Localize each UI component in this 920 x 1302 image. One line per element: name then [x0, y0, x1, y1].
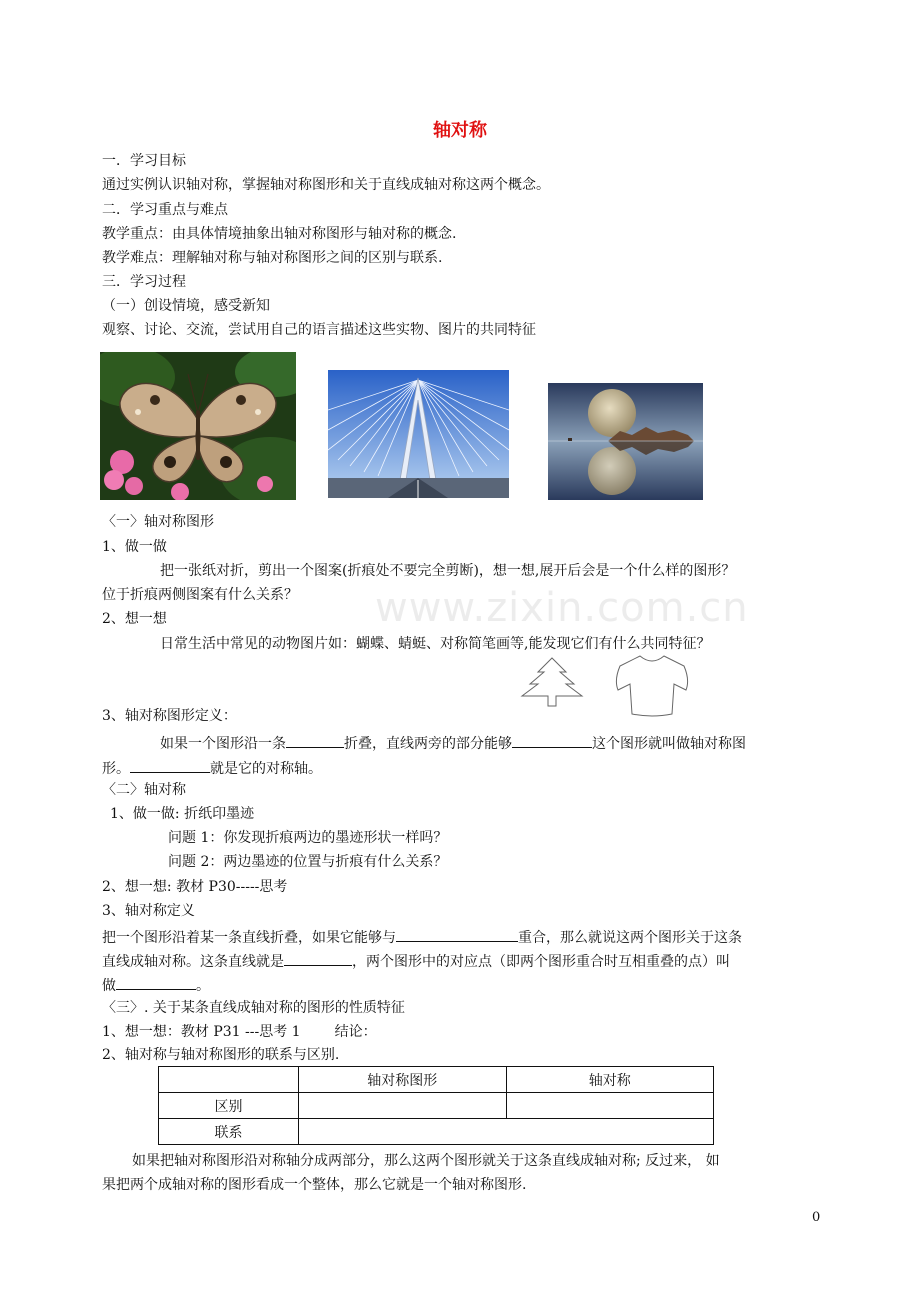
page-title: 轴对称 — [433, 120, 487, 141]
part2-def-line-2 — [102, 949, 730, 972]
part1-def-heading: 3、轴对称图形定义： — [102, 708, 237, 724]
part3-think-line — [102, 1022, 377, 1042]
table-row — [159, 1093, 714, 1119]
def-text-d: 形。 — [102, 761, 130, 777]
table-header-cell: 轴对称 — [506, 1067, 714, 1093]
intro-text: 观察、讨论、交流，尝试用自己的语言描述这些实物、图片的共同特征 — [102, 322, 536, 338]
teaching-key-point: 教学重点：由具体情境抽象出轴对称图形与轴对称的概念. — [102, 226, 457, 242]
table-header-cell — [159, 1067, 299, 1093]
part1-heading: 〈一〉轴对称图形 — [102, 514, 214, 530]
def-text-b: 折叠，直线两旁的部分能够 — [344, 736, 512, 752]
part2-think: 2、想一想: 教材 P30-----思考 — [102, 879, 288, 895]
section2-heading: 二．学习重点与难点 — [102, 202, 228, 218]
def2-text-b: 重合，那么就说这两个图形关于这条 — [518, 930, 742, 946]
moon-reflection-photo — [548, 383, 703, 500]
page-number: 0 — [812, 1210, 821, 1225]
part2-def-line-1 — [102, 925, 742, 948]
question-1: 问题 1：你发现折痕两边的墨迹形状一样吗？ — [168, 830, 448, 846]
part1-def-line-2 — [102, 756, 322, 779]
summary-line-2: 果把两个成轴对称的图形看成一个整体，那么它就是一个轴对称图形. — [102, 1177, 527, 1193]
part1-do-heading: 1、做一做 — [102, 539, 167, 555]
section1-text: 通过实例认识轴对称，掌握轴对称图形和关于直线成轴对称这两个概念。 — [102, 177, 550, 193]
part2-do-heading: 1、做一做: 折纸印墨迹 — [110, 806, 255, 822]
def2-text-c: 直线成轴对称。这条直线就是 — [102, 954, 284, 970]
section1-heading: 一．学习目标 — [102, 153, 186, 169]
part3-think: 1、想一想：教材 P31 ---思考 1 — [102, 1024, 301, 1040]
butterfly-photo — [100, 352, 296, 500]
def-text-c: 这个图形就叫做轴对称图 — [592, 736, 746, 752]
tree-outline-figure — [516, 656, 588, 708]
part1-def-line-1 — [160, 731, 746, 754]
table-header-cell: 轴对称图形 — [299, 1067, 506, 1093]
intro-heading: （一）创设情境，感受新知 — [102, 298, 270, 314]
def-text-e: 就是它的对称轴。 — [210, 761, 322, 777]
part1-think-text: 日常生活中常见的动物图片如：蝴蝶、蜻蜓、对称简笔画等,能发现它们有什么共同特征？ — [160, 636, 711, 652]
def2-text-a: 把一个图形沿着某一条直线折叠，如果它能够与 — [102, 930, 396, 946]
fill-blank[interactable] — [284, 949, 352, 966]
shirt-outline-figure — [612, 652, 692, 718]
section3-heading: 三．学习过程 — [102, 274, 186, 290]
table-row-label: 联系 — [159, 1119, 299, 1145]
table-cell[interactable] — [299, 1093, 506, 1119]
watermark: www.zixin.com.cn — [375, 585, 749, 631]
def2-text-f: 。 — [196, 978, 210, 994]
def2-text-d: ，两个图形中的对应点（即两个图形重合时互相重叠的点）叫 — [352, 954, 730, 970]
part3-relation: 2、轴对称与轴对称图形的联系与区别. — [102, 1047, 340, 1063]
table-row — [159, 1119, 714, 1145]
teaching-difficulty: 教学难点：理解轴对称与轴对称图形之间的区别与联系. — [102, 250, 443, 266]
part2-def-line-3 — [102, 973, 210, 996]
fill-blank[interactable] — [396, 925, 518, 942]
fill-blank[interactable] — [116, 973, 196, 990]
fill-blank[interactable] — [512, 731, 592, 748]
table-cell[interactable] — [299, 1119, 714, 1145]
question-2: 问题 2：两边墨迹的位置与折痕有什么关系？ — [168, 854, 448, 870]
table-row-label: 区别 — [159, 1093, 299, 1119]
table-cell[interactable] — [506, 1093, 714, 1119]
part1-think-heading: 2、想一想 — [102, 611, 167, 627]
part1-do-text-1: 把一张纸对折，剪出一个图案(折痕处不要完全剪断)，想一想,展开后会是一个什么样的图形？ — [160, 563, 736, 579]
comparison-table — [158, 1066, 714, 1145]
fill-blank[interactable] — [130, 756, 210, 773]
summary-line-1: 如果把轴对称图形沿对称轴分成两部分，那么这两个图形就关于这条直线成轴对称; 反过来， 如 — [132, 1153, 720, 1169]
part3-conclusion: 结论： — [334, 1024, 377, 1040]
part1-do-text-2: 位于折痕两侧图案有什么关系？ — [102, 587, 298, 603]
part2-heading: 〈二〉轴对称 — [102, 782, 186, 798]
fill-blank[interactable] — [286, 731, 344, 748]
def2-text-e: 做 — [102, 978, 116, 994]
part2-def-heading: 3、轴对称定义 — [102, 903, 195, 919]
part3-heading: 〈三〉. 关于某条直线成轴对称的图形的性质特征 — [102, 1000, 405, 1016]
table-header-row — [159, 1067, 714, 1093]
bridge-photo — [328, 370, 509, 498]
def-text-a: 如果一个图形沿一条 — [160, 736, 286, 752]
